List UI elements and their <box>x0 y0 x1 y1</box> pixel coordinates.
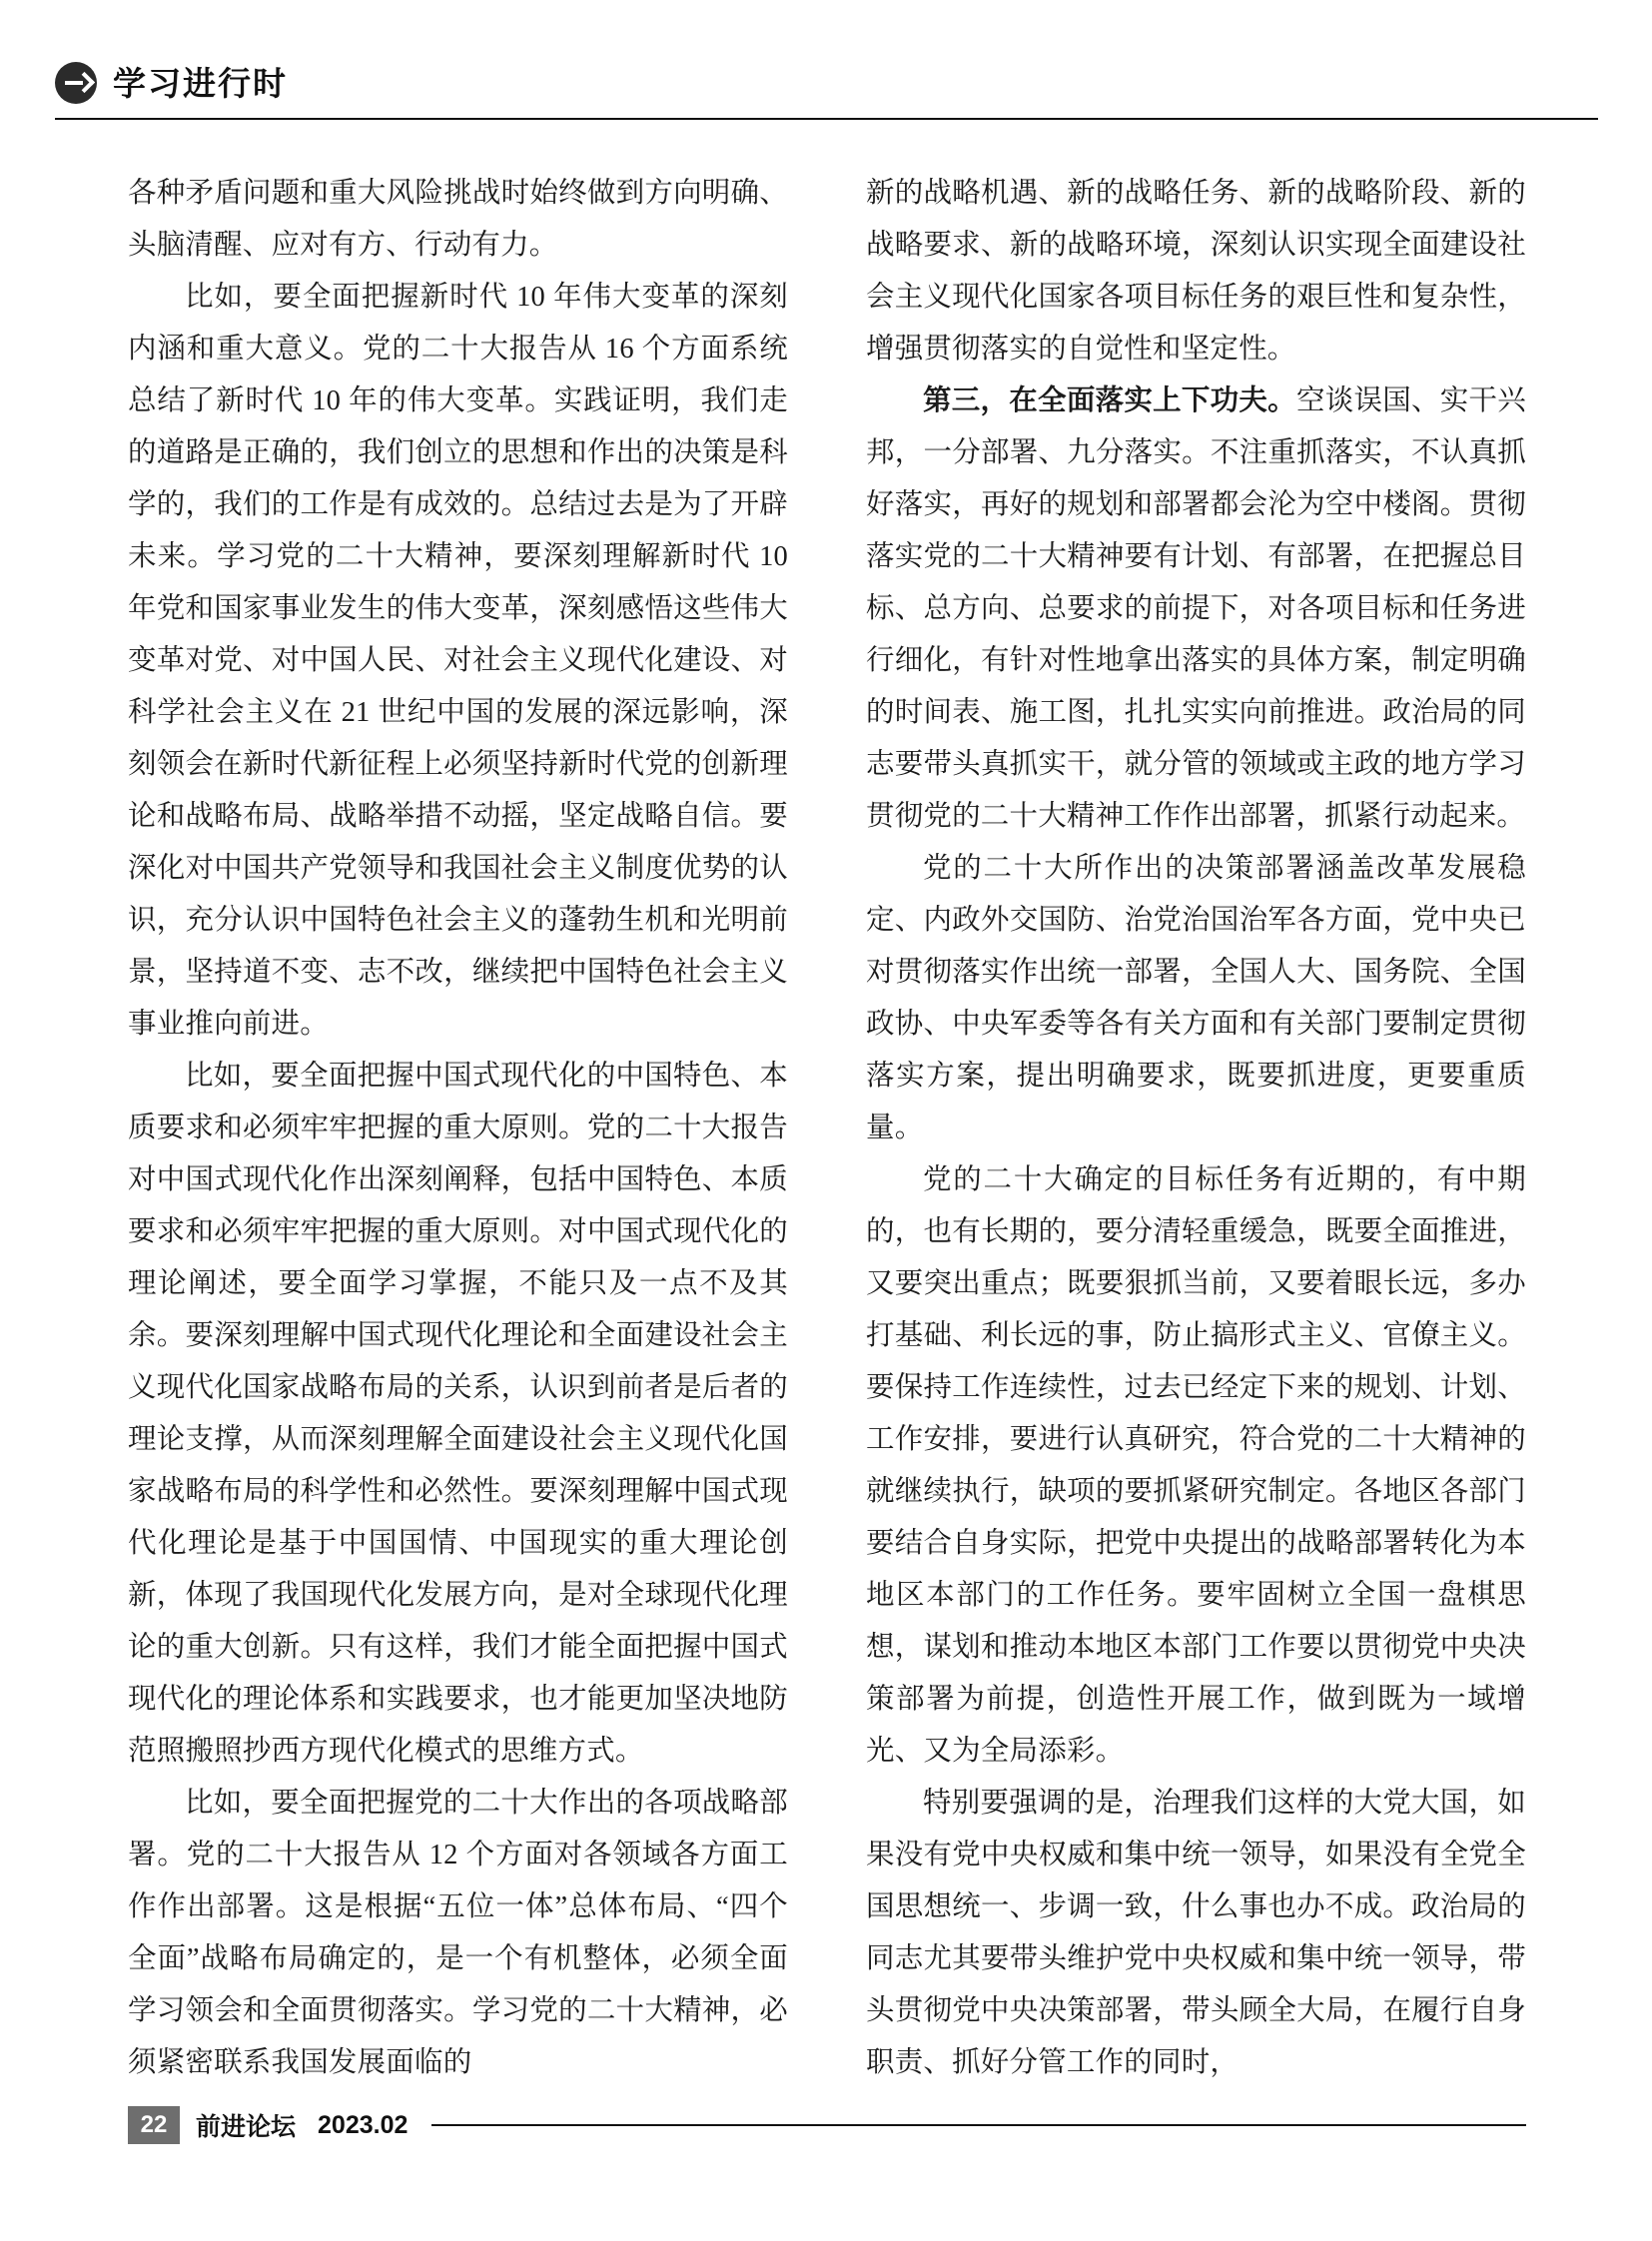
paragraph: 比如，要全面把握中国式现代化的中国特色、本质要求和必须牢牢把握的重大原则。党的二十大报告对中国式现代化作出深刻阐释，包括中国特色、本质要求和必须牢牢把握的重大原则。对中国式现代化的理论阐述，要全面学习掌握，不能只及一点不及其余。要深刻理解中国式现代化理论和全面建设社会主义现代化国家战略布局的关系，认识到前者是后者的理论支撑，从而深刻理解全面建设社会主义现代化国家战略布局的科学性和必然性。要深刻理解中国式现代化理论是基于中国国情、中国现实的重大理论创新，体现了我国现代化发展方向，是对全球现代化理论的重大创新。只有这样，我们才能全面把握中国式现代化的理论体系和实践要求，也才能更加坚决地防范照搬照抄西方现代化模式的思维方式。 <box>128 1061 788 1767</box>
page-number: 22 <box>128 2106 180 2144</box>
page-footer <box>128 2105 1526 2151</box>
page-header <box>55 58 1598 116</box>
paragraph: 新的战略机遇、新的战略任务、新的战略阶段、新的战略要求、新的战略环境，深刻认识实现全面建设社会主义现代化国家各项目标任务的艰巨性和复杂性，增强贯彻落实的自觉性和坚定性。 <box>866 178 1526 365</box>
header-divider <box>55 118 1598 120</box>
paragraph-with-bold-lead <box>866 375 1526 843</box>
column-right <box>866 168 1526 2089</box>
magazine-name: 前进论坛 <box>196 2113 297 2141</box>
footer-divider <box>431 2124 1526 2126</box>
paragraph: 特别要强调的是，治理我们这样的大党大国，如果没有党中央权威和集中统一领导，如果没有全党全国思想统一、步调一致，什么事也办不成。政治局的同志尤其要带头维护党中央权威和集中统一领导，带头贯彻党中央决策部署，带头顾全大局，在履行自身职责、抓好分管工作的同时， <box>866 1788 1526 2078</box>
paragraph: 各种矛盾问题和重大风险挑战时始终做到方向明确、头脑清醒、应对有方、行动有力。 <box>128 178 788 261</box>
paragraph-bold-lead: 第三，在全面落实上下功夫。 <box>923 385 1296 416</box>
issue-date: 2023.02 <box>318 2110 409 2139</box>
arrow-circle-icon <box>55 62 97 104</box>
article-body <box>128 168 1526 2089</box>
paragraph: 党的二十大确定的目标任务有近期的，有中期的，也有长期的，要分清轻重缓急，既要全面推进，又要突出重点；既要狠抓当前，又要着眼长远，多办打基础、利长远的事，防止搞形式主义、官僚主义。要保持工作连续性，过去已经定下来的规划、计划、工作安排，要进行认真研究，符合党的二十大精神的就继续执行，缺项的要抓紧研究制定。各地区各部门要结合自身实际，把党中央提出的战略部署转化为本地区本部门的工作任务。要牢固树立全国一盘棋思想，谋划和推动本地区本部门工作要以贯彻党中央决策部署为前提，创造性开展工作，做到既为一域增光、又为全局添彩。 <box>866 1164 1526 1767</box>
column-left <box>128 168 788 2089</box>
paragraph: 党的二十大所作出的决策部署涵盖改革发展稳定、内政外交国防、治党治国治军各方面，党中央已对贯彻落实作出统一部署，全国人大、国务院、全国政协、中央军委等各有关方面和有关部门要制定贯彻落实方案，提出明确要求，既要抓进度，更要重质量。 <box>866 853 1526 1143</box>
paragraph: 比如，要全面把握党的二十大作出的各项战略部署。党的二十大报告从 12 个方面对各领域各方面工作作出部署。这是根据“五位一体”总体布局、“四个全面”战略布局确定的，是一个有机整体，必须全面学习领会和全面贯彻落实。学习党的二十大精神，必须紧密联系我国发展面临的 <box>128 1788 788 2078</box>
header-title: 学习进行时 <box>113 64 288 102</box>
paragraph: 比如，要全面把握新时代 10 年伟大变革的深刻内涵和重大意义。党的二十大报告从 16 个方面系统总结了新时代 10 年的伟大变革。实践证明，我们走的道路是正确的，我们创立的思想和作出的决策是科学的，我们的工作是有成效的。总结过去是为了开辟未来。学习党的二十大精神，要深刻理解新时代 10 年党和国家事业发生的伟大变革，深刻感悟这些伟大变革对党、对中国人民、对社会主义现代化建设、对科学社会主义在 21 世纪中国的发展的深远影响，深刻领会在新时代新征程上必须坚持新时代党的创新理论和战略布局、战略举措不动摇，坚定战略自信。要深化对中国共产党领导和我国社会主义制度优势的认识，充分认识中国特色社会主义的蓬勃生机和光明前景，坚持道不变、志不改，继续把中国特色社会主义事业推向前进。 <box>128 282 788 1040</box>
paragraph-text: 空谈误国、实干兴邦，一分部署、九分落实。不注重抓落实，不认真抓好落实，再好的规划和部署都会沦为空中楼阁。贯彻落实党的二十大精神要有计划、有部署，在把握总目标、总方向、总要求的前提下，对各项目标和任务进行细化，有针对性地拿出落实的具体方案，制定明确的时间表、施工图，扎扎实实向前推进。政治局的同志要带头真抓实干，就分管的领域或主政的地方学习贯彻党的二十大精神工作作出部署，抓紧行动起来。 <box>866 385 1526 832</box>
